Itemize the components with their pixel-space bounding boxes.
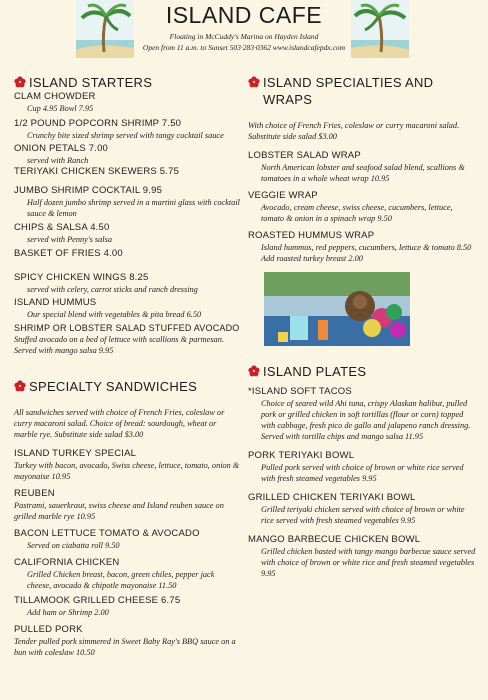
right-column xyxy=(248,74,476,579)
menu-item-description: Served on ciabatta roll 9.50 xyxy=(27,541,120,550)
menu-item-name: PULLED PORK xyxy=(14,624,83,635)
menu-item-name: GRILLED CHICKEN TERIYAKI BOWL xyxy=(248,492,416,503)
menu-item-description: Grilled teriyaki chicken served with choice of brown or white rice served with fresh steamed vegetables 9.95 xyxy=(261,505,465,525)
menu-item-name: VEGGIE WRAP xyxy=(248,190,318,201)
menu-item-description: Add ham or Shrimp 2.00 xyxy=(27,608,109,617)
menu-item-name: BASKET OF FRIES 4.00 xyxy=(14,248,123,259)
menu-item-name: CLAM CHOWDER xyxy=(14,91,96,102)
menu-item-description: Grilled chicken basted with tangy mango barbecue sauce served with choice of brown or white rice and fresh steamed vegetables 9.95 xyxy=(261,547,476,578)
section-intro: All sandwiches served with choice of French Fries, coleslaw or curry macaroni salad. Choice of bread: sourdough, wheat or marble rye. Substitute side salad $3.00 xyxy=(14,408,225,439)
menu-item-name: MANGO BARBECUE CHICKEN BOWL xyxy=(248,534,421,545)
section-heading-sandwiches xyxy=(14,378,240,395)
menu-item-name: PORK TERIYAKI BOWL xyxy=(248,450,355,461)
cafe-photo xyxy=(264,272,410,346)
section-title: ISLAND SPECIALTIES AND WRAPS xyxy=(263,75,434,107)
section-title: ISLAND PLATES xyxy=(263,364,367,379)
hibiscus-icon xyxy=(248,76,260,88)
location-line: Floating in McCuddy's Marina on Hayden Island xyxy=(169,32,319,41)
menu-item-name: *ISLAND SOFT TACOS xyxy=(248,386,352,397)
menu-item-description: Crunchy bite sized shrimp served with tangy cocktail sauce xyxy=(27,131,224,140)
menu-item-description: North American lobster and seafood salad blend, scallions & tomatoes in a whole wheat wrap 10.95 xyxy=(261,163,465,183)
left-column xyxy=(14,74,240,658)
section-heading-starters xyxy=(14,74,240,91)
menu-item-name: CALIFORNIA CHICKEN xyxy=(14,557,120,568)
menu-item-description: served with celery, carrot sticks and ranch dressing xyxy=(27,285,198,294)
menu-item-name: ONION PETALS 7.00 xyxy=(14,143,109,154)
menu-item-description: Pastrami, sauerkraut, swiss cheese and Island reuben sauce on grilled marble rye 10.95 xyxy=(14,501,224,521)
menu-item-name: BACON LETTUCE TOMATO & AVOCADO xyxy=(14,528,200,539)
menu-item-name: SPICY CHICKEN WINGS 8.25 xyxy=(14,272,149,283)
hibiscus-icon xyxy=(14,380,26,392)
menu-item-description: Grilled Chicken breast, bacon, green chiles, pepper jack cheese, avocado & chipotle mayonaise 11.50 xyxy=(27,570,215,590)
menu-item-name: LOBSTER SALAD WRAP xyxy=(248,150,361,161)
section-title: SPECIALTY SANDWICHES xyxy=(29,379,198,394)
menu-item-description: served with Penny's salsa xyxy=(27,235,112,244)
hibiscus-icon xyxy=(14,76,26,88)
menu-item-description: Tender pulled pork simmered in Sweet Baby Ray's BBQ sauce on a bun with coleslaw 10.50 xyxy=(14,637,236,657)
menu-item-name: JUMBO SHRIMP COCKTAIL 9.95 xyxy=(14,185,163,196)
section-intro: With choice of French Fries, coleslaw or curry macaroni salad. Substitute side salad $3.00 xyxy=(248,121,460,141)
menu-item-description: Turkey with bacon, avocado, Swiss cheese, lettuce, tomato, onion & mayonaise 10.95 xyxy=(14,461,240,481)
menu-item-name: TERIYAKI CHICKEN SKEWERS 5.75 xyxy=(14,166,180,177)
section-heading-wraps xyxy=(248,74,476,108)
menu-item-name: CHIPS & SALSA 4.50 xyxy=(14,222,110,233)
menu-item-name: ROASTED HUMMUS WRAP xyxy=(248,230,375,241)
section-heading-plates xyxy=(248,363,476,380)
menu-item-description: Stuffed avocado on a bed of lettuce with scallions & parmesan. Served with mango salsa 9.95 xyxy=(14,335,224,355)
menu-item-name: ISLAND TURKEY SPECIAL xyxy=(14,448,137,459)
menu-item-description: Half dozen jumbo shrimp served in a martini glass with cocktail sauce & lemon xyxy=(27,198,240,218)
menu-item-description: served with Ranch xyxy=(27,156,89,165)
menu-item-description: Island hummus, red peppers, cucumbers, lettuce & tomato 8.50 Add roasted turkey breast 2.00 xyxy=(261,243,472,263)
hours-contact-line: Open from 11 a.m. to Sunset 503·283·0362 www.islandcafepdx.com xyxy=(142,43,346,52)
section-title: ISLAND STARTERS xyxy=(29,75,153,90)
menu-item-name: ISLAND HUMMUS xyxy=(14,297,97,308)
menu-item-description: Pulled pork served with choice of brown or white rice served with fresh steamed vegetables 9.95 xyxy=(261,463,464,483)
menu-item-description: Avocado, cream cheese, swiss cheese, cucumbers, lettuce, tomato & onion in a spinach wrap 9.50 xyxy=(261,203,453,223)
menu-item-description: Cup 4.95 Bowl 7.95 xyxy=(27,104,94,113)
hibiscus-icon xyxy=(248,365,260,377)
menu-item-name: TILLAMOOK GRILLED CHEESE 6.75 xyxy=(14,595,181,606)
menu-item-description: Our special blend with vegetables & pita bread 6.50 xyxy=(27,310,202,319)
menu-item-name: SHRIMP OR LOBSTER SALAD STUFFED AVOCADO xyxy=(14,323,240,333)
page-title: ISLAND CAFE xyxy=(165,2,323,28)
menu-item-name: REUBEN xyxy=(14,488,55,499)
menu-item-description: Choice of seared wild Ahi tuna, crispy Alaskan halibut, pulled pork or grilled chicken in soft tortillas (flour or corn) topped with cabbage, fresh pico de gallo and jalapeno ranch dressing. Served with tortilla chips and mango salsa 11.95 xyxy=(261,399,471,441)
menu-item-name: 1/2 POUND POPCORN SHRIMP 7.50 xyxy=(14,118,182,129)
